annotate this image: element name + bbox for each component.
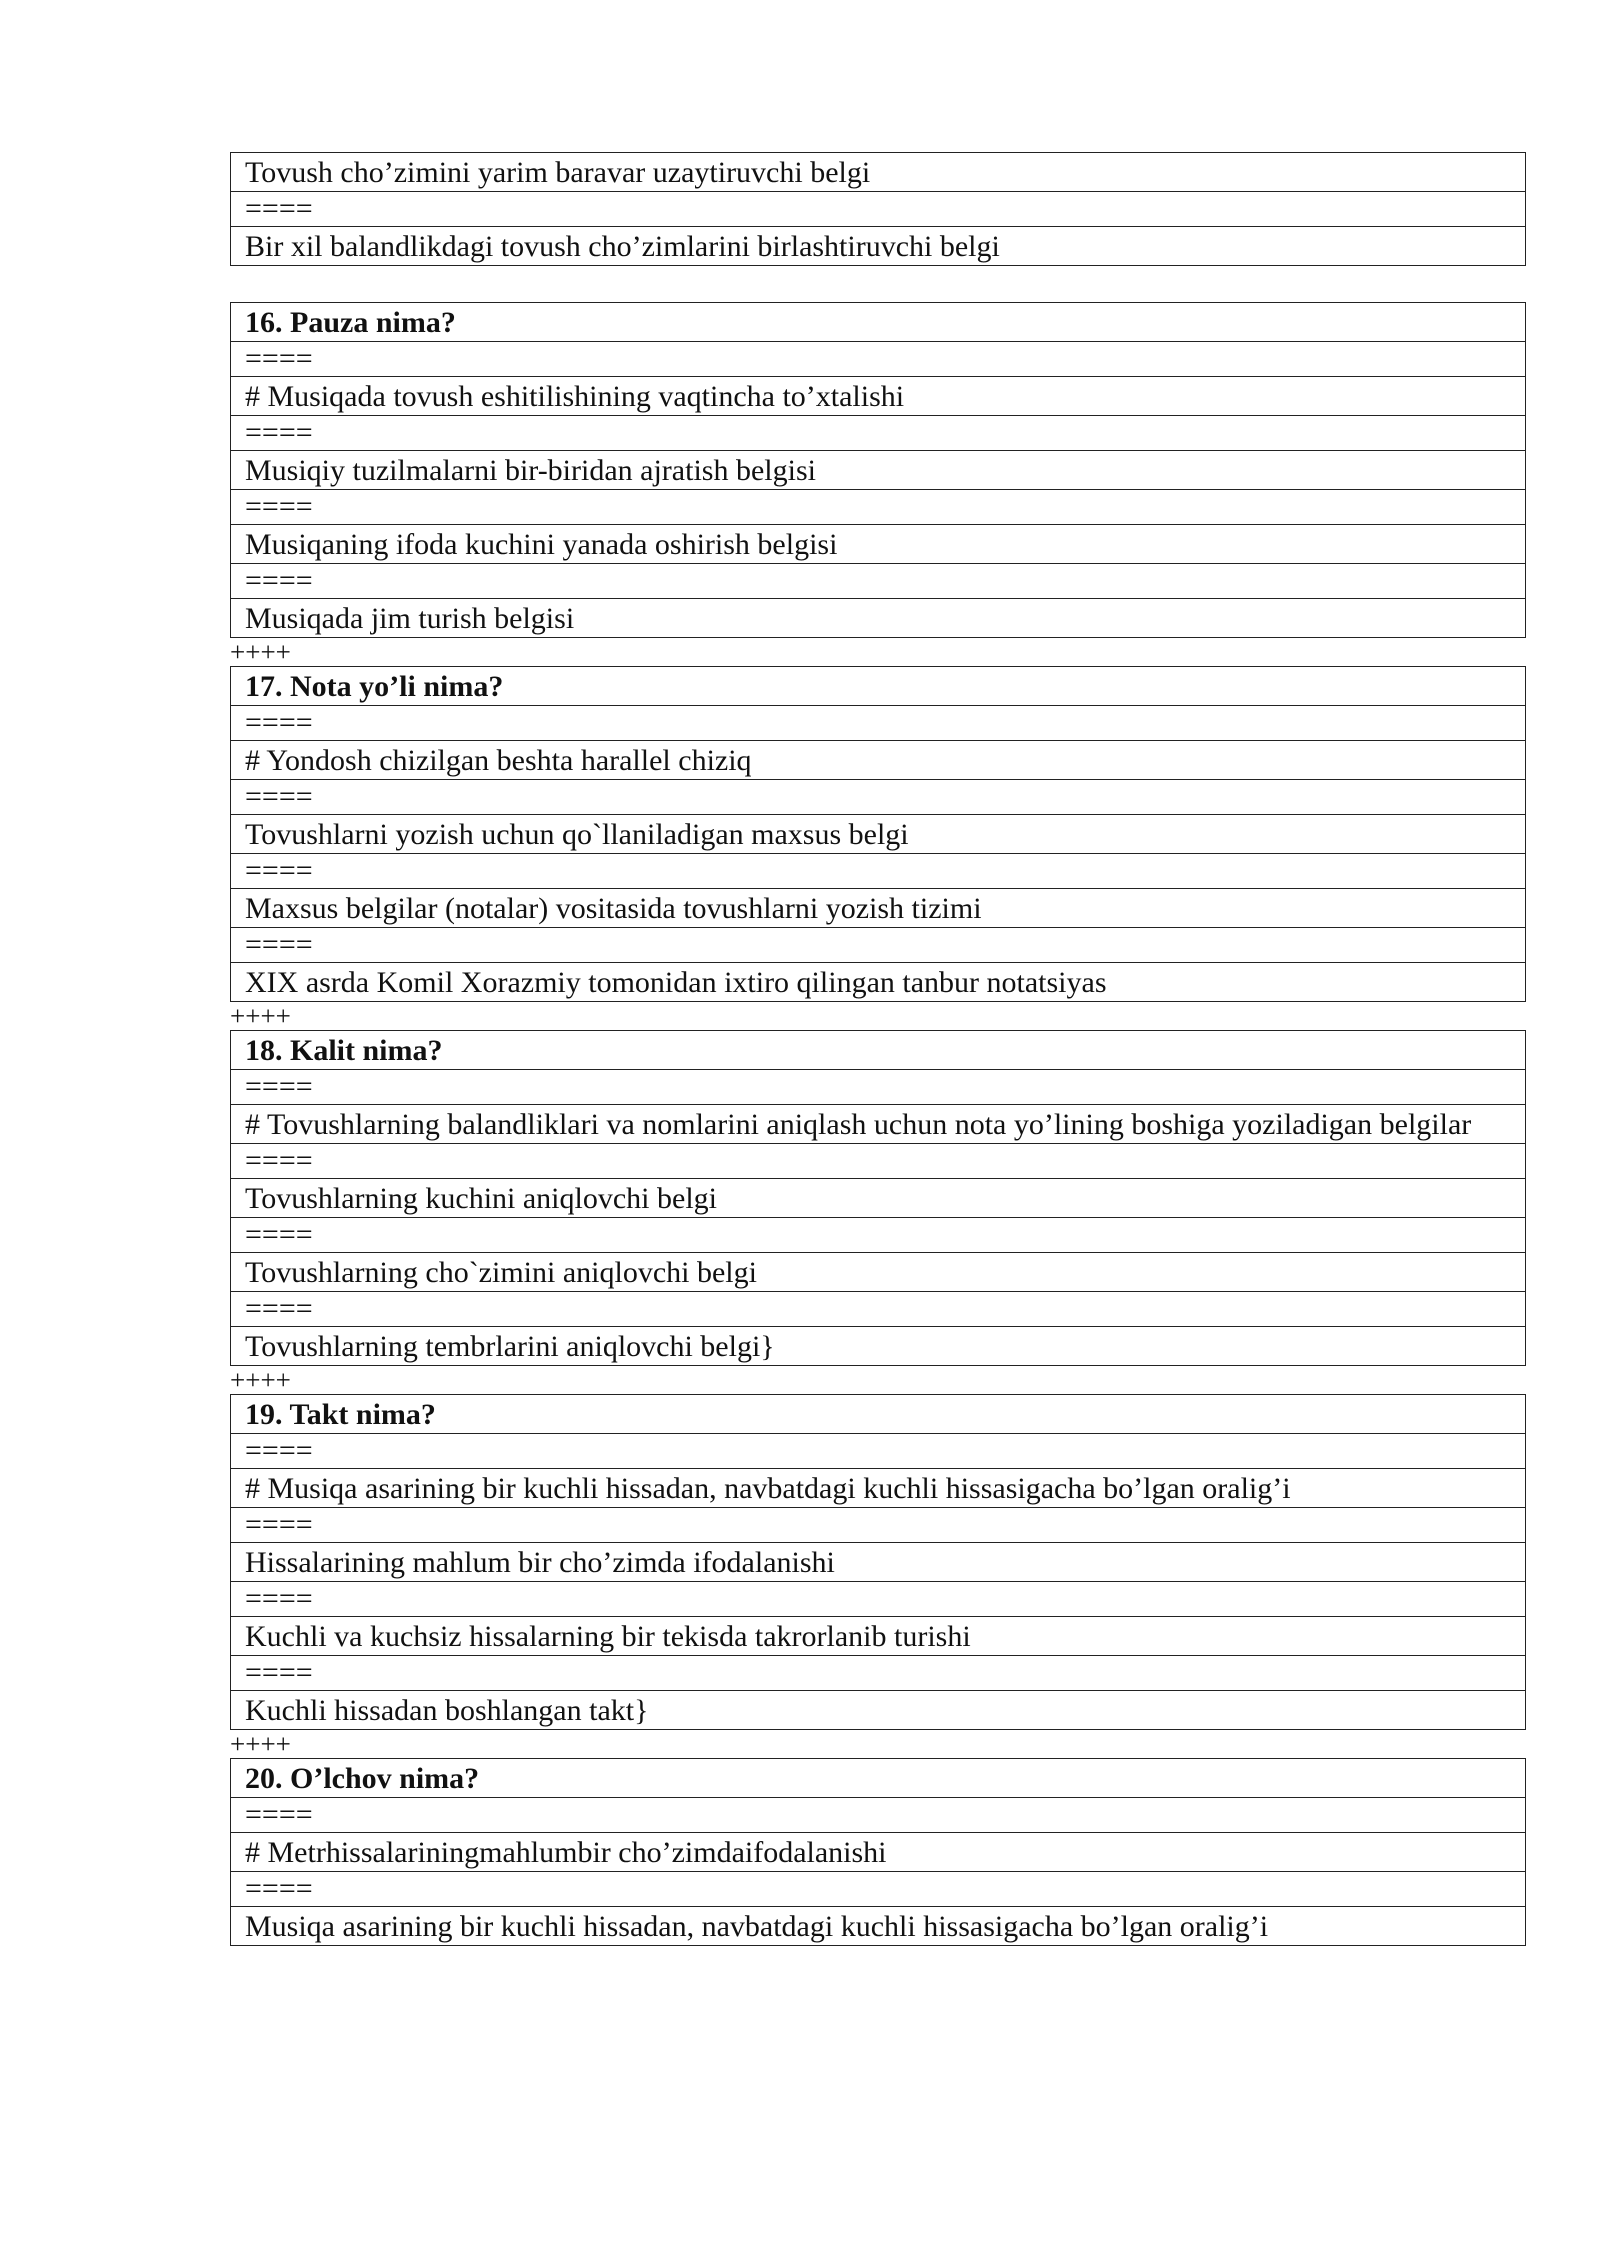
document-page	[230, 152, 1526, 1946]
separator: ====	[231, 416, 1526, 451]
answer-option: Tovushlarni yozish uchun qo`llaniladigan maxsus belgi	[231, 815, 1526, 854]
question-list	[230, 302, 1526, 1946]
separator: ====	[231, 1656, 1526, 1691]
separator: ====	[231, 192, 1526, 227]
separator: ====	[231, 1218, 1526, 1253]
question-title: 20. O’lchov nima?	[231, 1759, 1526, 1798]
answer-option: Tovushlarning cho`zimini aniqlovchi belgi	[231, 1253, 1526, 1292]
answer-option: Tovushlarning kuchini aniqlovchi belgi	[231, 1179, 1526, 1218]
block-end-marker: ++++	[230, 637, 291, 667]
separator: ====	[231, 706, 1526, 741]
answer-option: Kuchli hissadan boshlangan takt}	[231, 1691, 1526, 1730]
separator: ====	[231, 1872, 1526, 1907]
answer-option: # Metrhissalariningmahlumbir cho’zimdaifodalanishi	[231, 1833, 1526, 1872]
question-block	[230, 1030, 1526, 1366]
separator: ====	[231, 1292, 1526, 1327]
block-end-marker: ++++	[230, 1001, 291, 1031]
separator: ====	[231, 780, 1526, 815]
question-title: 19. Takt nima?	[231, 1395, 1526, 1434]
answer-option: # Musiqada tovush eshitilishining vaqtincha to’xtalishi	[231, 377, 1526, 416]
question-block	[230, 666, 1526, 1002]
block-end-marker: ++++	[230, 1729, 291, 1759]
question-title: 17. Nota yo’li nima?	[231, 667, 1526, 706]
separator: ====	[231, 490, 1526, 525]
separator: ====	[231, 928, 1526, 963]
separator: ====	[231, 564, 1526, 599]
top-answer-block	[230, 152, 1526, 266]
answer-option: # Musiqa asarining bir kuchli hissadan, navbatdagi kuchli hissasigacha bo’lgan oralig’i	[231, 1469, 1526, 1508]
answer-option: Maxsus belgilar (notalar) vositasida tovushlarni yozish tizimi	[231, 889, 1526, 928]
separator: ====	[231, 342, 1526, 377]
answer-option: Musiqiy tuzilmalarni bir-biridan ajratish belgisi	[231, 451, 1526, 490]
separator: ====	[231, 1144, 1526, 1179]
question-block	[230, 1394, 1526, 1730]
separator: ====	[231, 1508, 1526, 1543]
answer-option: Musiqada jim turish belgisi	[231, 599, 1526, 638]
question-block	[230, 1758, 1526, 1946]
question-title: 16. Pauza nima?	[231, 303, 1526, 342]
answer-option: Bir xil balandlikdagi tovush cho’zimlarini birlashtiruvchi belgi	[231, 227, 1526, 266]
block-end-marker: ++++	[230, 1365, 291, 1395]
separator: ====	[231, 1582, 1526, 1617]
answer-option: Tovush cho’zimini yarim baravar uzaytiruvchi belgi	[231, 153, 1526, 192]
answer-option: # Yondosh chizilgan beshta harallel chiziq	[231, 741, 1526, 780]
answer-option: Kuchli va kuchsiz hissalarning bir tekisda takrorlanib turishi	[231, 1617, 1526, 1656]
block-gap	[230, 266, 1526, 302]
answer-option: Hissalarining mahlum bir cho’zimda ifodalanishi	[231, 1543, 1526, 1582]
question-title: 18. Kalit nima?	[231, 1031, 1526, 1070]
separator: ====	[231, 854, 1526, 889]
answer-option: Musiqaning ifoda kuchini yanada oshirish belgisi	[231, 525, 1526, 564]
separator: ====	[231, 1070, 1526, 1105]
question-block	[230, 302, 1526, 638]
separator: ====	[231, 1798, 1526, 1833]
answer-option: XIX asrda Komil Xorazmiy tomonidan ixtiro qilingan tanbur notatsiyas	[231, 963, 1526, 1002]
answer-option: Tovushlarning tembrlarini aniqlovchi belgi}	[231, 1327, 1526, 1366]
answer-option: # Tovushlarning balandliklari va nomlarini aniqlash uchun nota yo’lining boshiga yoziladigan belgilar	[231, 1105, 1526, 1144]
separator: ====	[231, 1434, 1526, 1469]
answer-option: Musiqa asarining bir kuchli hissadan, navbatdagi kuchli hissasigacha bo’lgan oralig’i	[231, 1907, 1526, 1946]
